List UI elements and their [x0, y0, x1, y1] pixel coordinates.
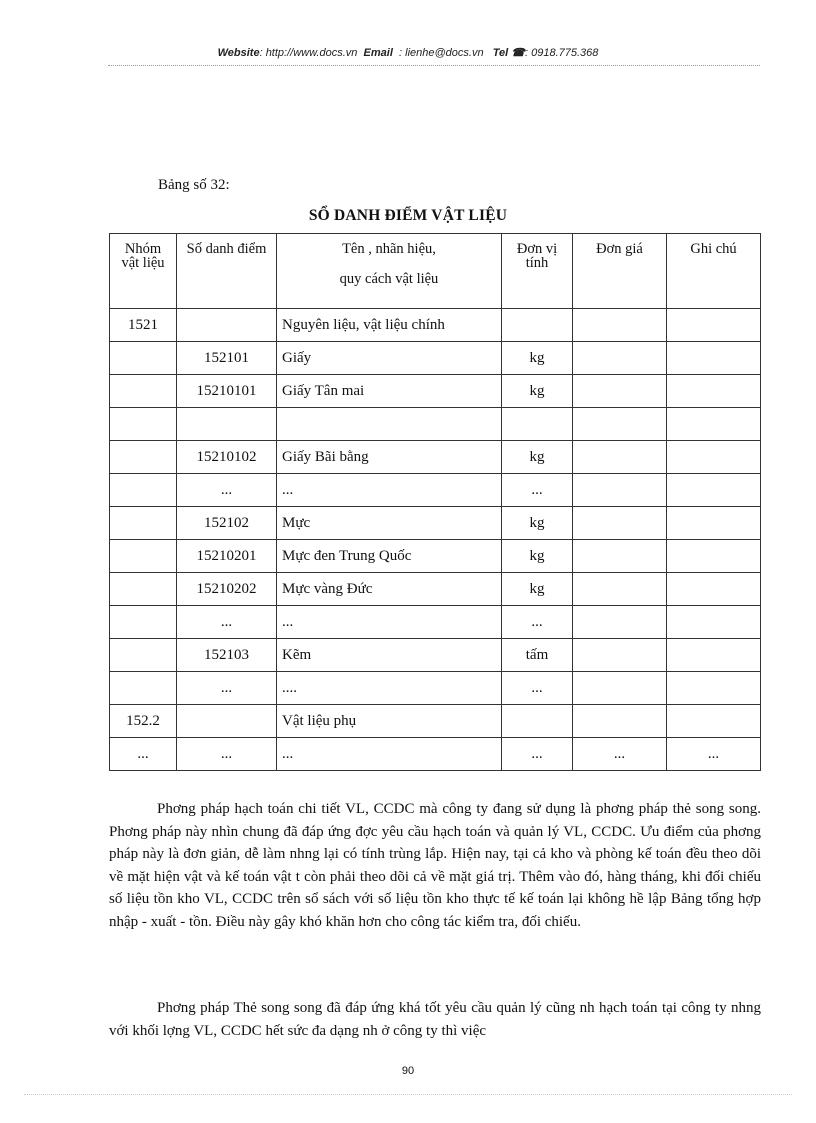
cell-code: ... — [177, 606, 277, 639]
cell-group — [110, 342, 177, 375]
cell-code: 152103 — [177, 639, 277, 672]
table-caption: Bảng số 32: — [158, 177, 230, 193]
cell-name: Nguyên liệu, vật liệu chính — [277, 309, 502, 342]
header-note: Ghi chú — [667, 234, 761, 309]
cell-name: Giấy Tân mai — [277, 375, 502, 408]
footer-divider — [24, 1094, 792, 1095]
table-row — [110, 408, 761, 441]
cell-code — [177, 408, 277, 441]
cell-code: 15210102 — [177, 441, 277, 474]
cell-price — [573, 474, 667, 507]
cell-price — [573, 606, 667, 639]
table-row — [110, 540, 761, 573]
cell-name: Mực vàng Đức — [277, 573, 502, 606]
cell-code: 152102 — [177, 507, 277, 540]
cell-name: ... — [277, 606, 502, 639]
paragraph-1 — [109, 798, 761, 933]
cell-note: ... — [667, 738, 761, 771]
email-value: : lienhe@docs.vn — [399, 47, 484, 59]
cell-price — [573, 573, 667, 606]
cell-note — [667, 474, 761, 507]
cell-code: 15210101 — [177, 375, 277, 408]
cell-name: Mực đen Trung Quốc — [277, 540, 502, 573]
table-row — [110, 573, 761, 606]
cell-code — [177, 705, 277, 738]
cell-group — [110, 375, 177, 408]
website-value: : http://www.docs.vn — [259, 47, 358, 59]
cell-unit — [502, 309, 573, 342]
cell-name: Vật liệu phụ — [277, 705, 502, 738]
table-body — [110, 309, 761, 771]
table-row — [110, 507, 761, 540]
cell-name: Kẽm — [277, 639, 502, 672]
cell-unit: kg — [502, 342, 573, 375]
cell-group: 152.2 — [110, 705, 177, 738]
cell-note — [667, 606, 761, 639]
cell-note — [667, 705, 761, 738]
cell-name: Giấy — [277, 342, 502, 375]
cell-name: .... — [277, 672, 502, 705]
table-row — [110, 441, 761, 474]
table-row — [110, 606, 761, 639]
table-row — [110, 672, 761, 705]
table-row — [110, 375, 761, 408]
cell-name — [277, 408, 502, 441]
cell-note — [667, 408, 761, 441]
cell-unit — [502, 408, 573, 441]
cell-price — [573, 672, 667, 705]
cell-group — [110, 507, 177, 540]
cell-group: 1521 — [110, 309, 177, 342]
table-header-row — [110, 234, 761, 309]
cell-price — [573, 441, 667, 474]
header-divider — [108, 65, 760, 66]
cell-unit: kg — [502, 540, 573, 573]
cell-unit: ... — [502, 672, 573, 705]
header-price: Đơn giá — [573, 234, 667, 309]
paragraph-2 — [109, 997, 761, 1042]
cell-code: 152101 — [177, 342, 277, 375]
cell-price — [573, 375, 667, 408]
table-row — [110, 705, 761, 738]
header-group: Nhóm vật liệu — [110, 234, 177, 309]
cell-unit: ... — [502, 606, 573, 639]
page-number: 90 — [401, 1065, 415, 1077]
cell-code: ... — [177, 474, 277, 507]
paragraph-2-text: Phơng pháp Thẻ song song đã đáp ứng khá tốt yêu cầu quản lý cũng nh hạch toán tại công ty nhng với khối lợng VL, CCDC hết sức đa dạng nh ở công ty thì việc — [109, 1000, 761, 1039]
cell-note — [667, 342, 761, 375]
cell-group — [110, 474, 177, 507]
table-row — [110, 342, 761, 375]
cell-unit: ... — [502, 738, 573, 771]
materials-table — [109, 233, 761, 771]
cell-name: Giấy Bãi bằng — [277, 441, 502, 474]
cell-unit: kg — [502, 507, 573, 540]
cell-unit: ... — [502, 474, 573, 507]
cell-price — [573, 408, 667, 441]
cell-group — [110, 606, 177, 639]
table-row — [110, 309, 761, 342]
cell-note — [667, 309, 761, 342]
cell-price — [573, 507, 667, 540]
cell-unit: kg — [502, 441, 573, 474]
header-name — [277, 234, 502, 309]
email-label: Email — [363, 47, 393, 59]
cell-code: 15210201 — [177, 540, 277, 573]
website-label: Website — [217, 47, 260, 59]
cell-price — [573, 705, 667, 738]
cell-price — [573, 540, 667, 573]
cell-code: ... — [177, 738, 277, 771]
table-row — [110, 474, 761, 507]
cell-note — [667, 375, 761, 408]
cell-group — [110, 639, 177, 672]
cell-unit — [502, 705, 573, 738]
cell-name: Mực — [277, 507, 502, 540]
header-name-line1: Tên , nhãn hiệu, — [342, 241, 436, 257]
cell-note — [667, 540, 761, 573]
cell-note — [667, 507, 761, 540]
paragraph-1-text: Phơng pháp hạch toán chi tiết VL, CCDC mà công ty đang sử dụng là phơng pháp thẻ song song. Phơng pháp này nhìn chung đã đáp ứng đợc yêu cầu hạch toán và quản lý VL, CCDC. Ưu điểm của phơng pháp này là đơn giản, dễ làm nhng lại có tính trùng lắp. Hiện nay, tại cả kho và phòng kế toán đều theo dõi về mặt hiện vật và kế toán vật t còn phải theo dõi cả về mặt giá trị. Thêm vào đó, hàng tháng, khi đối chiếu số liệu tồn kho VL, CCDC trên sổ sách với số liệu tồn kho thực tế kế toán lại không hề lập Bảng tổng hợp nhập - xuất - tồn. Điều này gây khó khăn hơn cho công tác kiểm tra, đối chiếu. — [109, 801, 761, 930]
cell-group — [110, 540, 177, 573]
cell-group — [110, 672, 177, 705]
header-unit: Đơn vị tính — [502, 234, 573, 309]
cell-note — [667, 441, 761, 474]
table-row — [110, 639, 761, 672]
tel-label: Tel — [492, 47, 509, 59]
cell-code — [177, 309, 277, 342]
cell-note — [667, 573, 761, 606]
cell-code: ... — [177, 672, 277, 705]
telephone-icon: ☎ — [511, 47, 525, 59]
cell-group: ... — [110, 738, 177, 771]
cell-price — [573, 309, 667, 342]
cell-group — [110, 441, 177, 474]
cell-price — [573, 342, 667, 375]
cell-price — [573, 639, 667, 672]
cell-note — [667, 639, 761, 672]
tel-value: : 0918.775.368 — [525, 47, 599, 59]
cell-code: 15210202 — [177, 573, 277, 606]
header-code: Số danh điểm — [177, 234, 277, 309]
header-name-line2: quy cách vật liệu — [339, 271, 439, 287]
cell-group — [110, 573, 177, 606]
cell-price: ... — [573, 738, 667, 771]
cell-unit: tấm — [502, 639, 573, 672]
page-header — [0, 46, 816, 59]
cell-unit: kg — [502, 375, 573, 408]
cell-unit: kg — [502, 573, 573, 606]
cell-note — [667, 672, 761, 705]
cell-name: ... — [277, 738, 502, 771]
table-row — [110, 738, 761, 771]
table-title: SỔ DANH ĐIỂM VẬT LIỆU — [308, 207, 508, 224]
cell-name: ... — [277, 474, 502, 507]
cell-group — [110, 408, 177, 441]
